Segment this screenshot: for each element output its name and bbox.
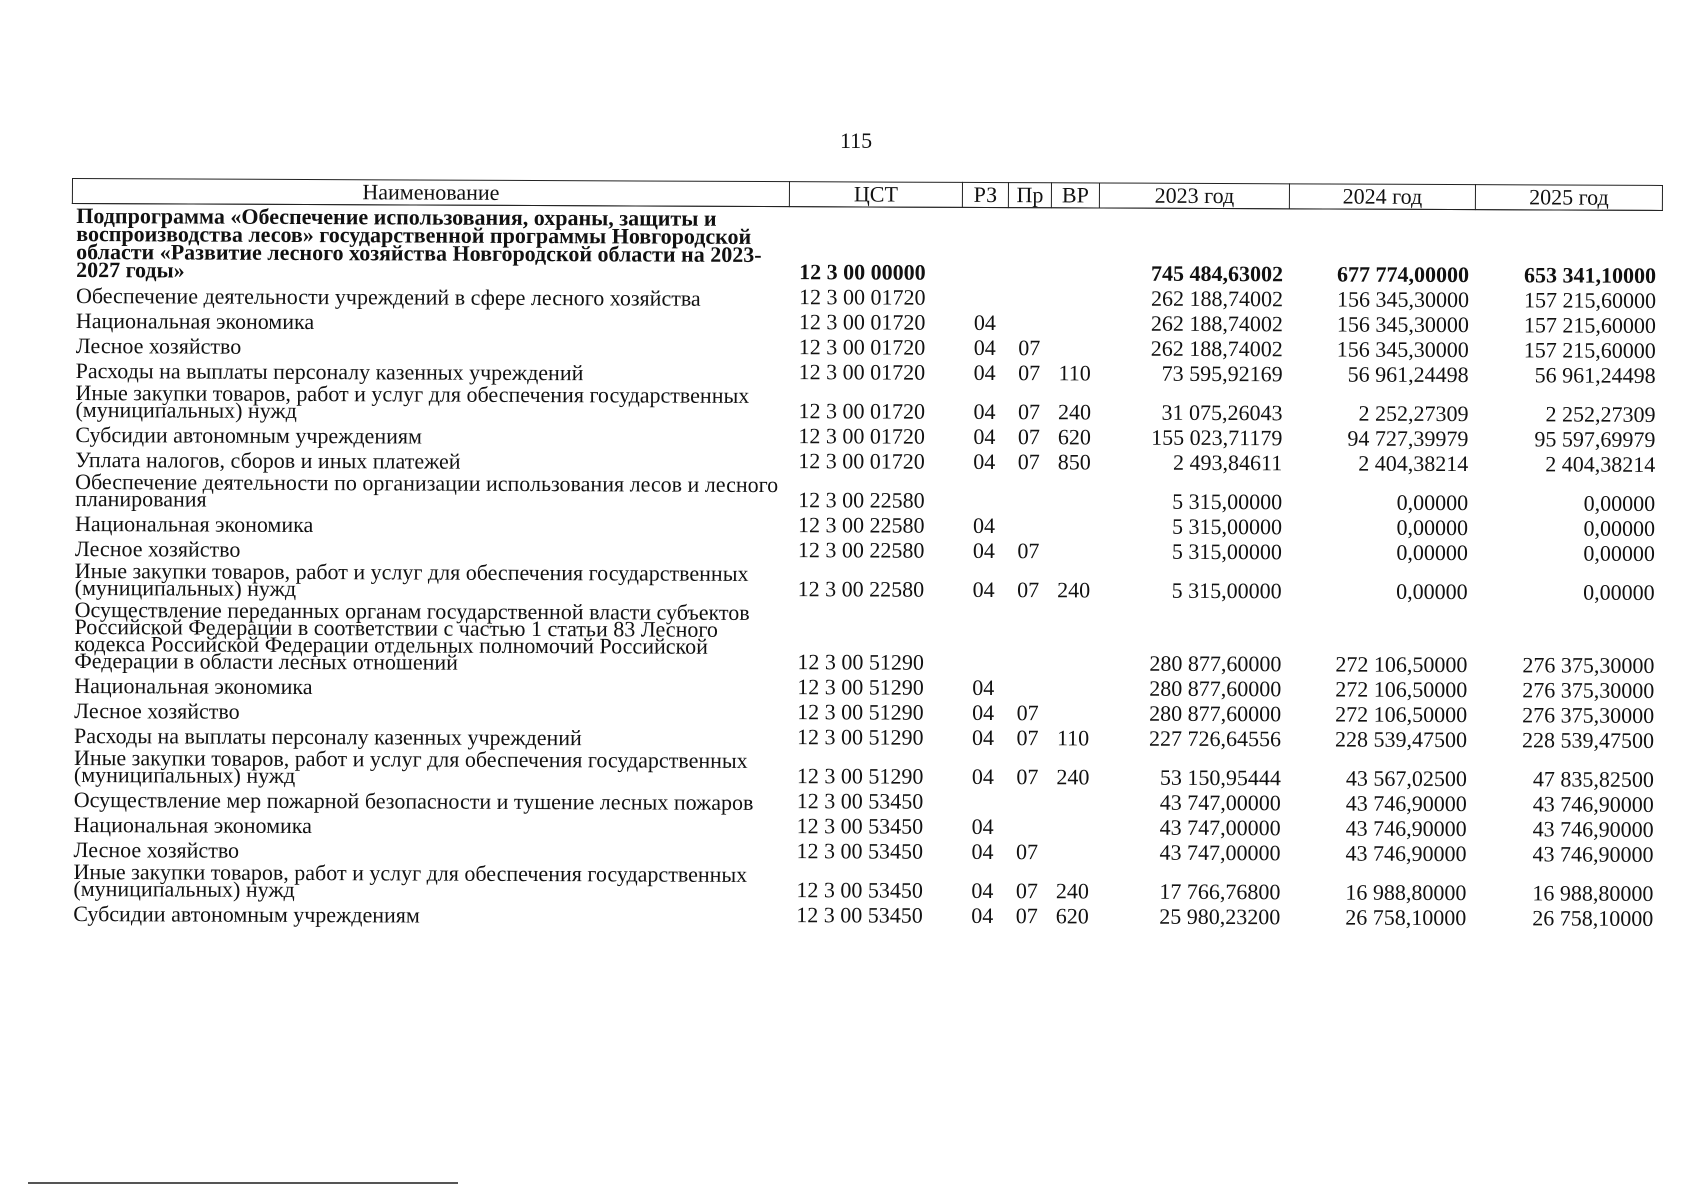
table-body <box>69 204 1662 931</box>
cell-name: Субсидии автономным учреждениям <box>73 901 420 928</box>
cell-y2024: 156 345,30000 <box>1336 311 1469 338</box>
cell-y2023: 745 484,63002 <box>1151 260 1284 287</box>
cell-pr: 07 <box>1016 764 1039 790</box>
header-rz: РЗ <box>962 182 1008 207</box>
cell-cst: 12 3 00 53450 <box>796 877 923 903</box>
cell-rz: 04 <box>973 359 996 386</box>
cell-pr <box>1006 602 1049 675</box>
cell-vr: 620 <box>1057 424 1091 450</box>
cell-y2023: 262 188,74002 <box>1150 335 1283 362</box>
cell-pr: 07 <box>1016 725 1039 751</box>
cell-pr: 07 <box>1017 399 1041 425</box>
cell-vr <box>1051 310 1099 335</box>
cell-cst: 12 3 00 01720 <box>798 309 926 335</box>
cell-y2025: 2 404,38214 <box>1545 451 1656 477</box>
cell-name: Иные закупки товаров, работ и услуг для обеспечения государственных (муниципальных) нужд <box>73 745 748 788</box>
cell-cst: 12 3 00 22580 <box>798 487 925 513</box>
cell-cst: 12 3 00 53450 <box>796 788 924 814</box>
cell-y2024: 26 758,10000 <box>1345 904 1467 931</box>
cell-rz: 04 <box>973 398 996 425</box>
cell-cst: 12 3 00 01720 <box>798 398 926 424</box>
cell-vr: 110 <box>1058 360 1091 386</box>
cell-rz: 04 <box>971 838 994 865</box>
cell-y2025: 2 252,27309 <box>1545 401 1656 427</box>
cell-vr: 240 <box>1055 878 1089 904</box>
cell-rz: 04 <box>973 448 996 475</box>
cell-pr: 07 <box>1018 360 1041 386</box>
cell-y2025: 26 758,10000 <box>1532 905 1654 931</box>
cell-rz <box>960 789 1006 814</box>
header-name: Наименование <box>72 179 789 207</box>
cell-y2023: 53 150,95444 <box>1159 764 1281 791</box>
cell-cst: 12 3 00 01720 <box>798 423 925 449</box>
cell-y2025: 653 341,10000 <box>1524 262 1657 288</box>
cell-vr: 850 <box>1057 449 1091 475</box>
cell-cst: 12 3 00 53450 <box>796 838 924 864</box>
cell-y2023: 262 188,74002 <box>1150 285 1284 312</box>
cell-y2023: 17 766,76800 <box>1159 878 1281 905</box>
cell-cst: 12 3 00 01720 <box>798 448 925 474</box>
cell-y2023: 43 747,00000 <box>1159 789 1281 816</box>
cell-rz: 04 <box>973 334 996 361</box>
cell-y2023: 5 315,00000 <box>1171 513 1283 540</box>
cell-rz: 04 <box>971 763 994 790</box>
header-2025: 2025 год <box>1475 185 1662 211</box>
cell-y2024: 156 345,30000 <box>1336 286 1470 313</box>
cell-y2024: 16 988,80000 <box>1345 879 1467 906</box>
cell-name: Субсидии автономным учреждениям <box>75 422 423 449</box>
cell-pr <box>1008 208 1051 286</box>
cell-rz: 04 <box>972 537 995 564</box>
cell-name: Лесное хозяйство <box>74 698 240 724</box>
cell-y2023: 280 877,60000 <box>1149 650 1282 677</box>
cell-vr <box>1049 602 1097 675</box>
cell-y2025: 43 746,90000 <box>1532 841 1654 867</box>
cell-name: Осуществление переданных органам государственной власти субъектов Российской Федерации в соответствии с частью 1 статьи 83 Лесного кодекса Российской Федерации отдельных полномочий Российской Федерации в области лесных отношений <box>74 597 750 675</box>
cell-y2024: 228 539,47500 <box>1335 726 1468 753</box>
cell-rz <box>961 474 1007 513</box>
header-2024: 2024 год <box>1289 184 1475 210</box>
cell-y2023: 43 747,00000 <box>1159 839 1281 866</box>
cell-y2025: 228 539,47500 <box>1522 727 1655 753</box>
cell-pr <box>1008 285 1051 310</box>
table-row <box>70 746 1660 792</box>
cell-vr: 110 <box>1056 725 1090 751</box>
cell-rz <box>960 602 1006 675</box>
cell-name: Лесное хозяйство <box>75 333 242 359</box>
cell-vr <box>1049 789 1097 814</box>
cell-y2024: 0,00000 <box>1396 539 1468 566</box>
cell-pr: 07 <box>1016 839 1039 865</box>
table-row <box>70 598 1660 678</box>
cell-y2025: 276 375,30000 <box>1522 652 1655 678</box>
cell-y2023: 5 315,00000 <box>1172 488 1283 515</box>
cell-name: Расходы на выплаты персоналу казенных учреждений <box>75 358 584 386</box>
cell-rz: 04 <box>972 576 995 603</box>
cell-rz: 04 <box>971 877 994 904</box>
cell-name: Обеспечение деятельности по организации использования лесов и лесного планирования <box>75 469 779 512</box>
cell-name: Национальная экономика <box>74 673 313 700</box>
cell-cst: 12 3 00 22580 <box>797 512 925 538</box>
cell-y2025: 43 746,90000 <box>1532 791 1654 817</box>
cell-pr: 07 <box>1017 577 1040 603</box>
cell-y2024: 677 774,00000 <box>1337 261 1470 288</box>
cell-name: Обеспечение деятельности учреждений в сфере лесного хозяйства <box>75 283 701 311</box>
cell-y2024: 43 746,90000 <box>1345 790 1467 817</box>
cell-cst: 12 3 00 22580 <box>797 537 925 563</box>
cell-cst: 12 3 00 53450 <box>796 813 924 839</box>
cell-pr: 07 <box>1017 538 1040 564</box>
cell-y2025: 43 746,90000 <box>1532 816 1654 842</box>
cell-y2023: 262 188,74002 <box>1150 310 1283 337</box>
cell-pr <box>1007 513 1050 538</box>
cell-vr <box>1051 285 1099 310</box>
cell-vr: 240 <box>1057 577 1091 603</box>
cell-y2025: 276 375,30000 <box>1522 677 1655 703</box>
cell-pr: 07 <box>1016 700 1039 726</box>
cell-y2025: 157 215,60000 <box>1523 337 1656 363</box>
cell-vr: 240 <box>1056 764 1090 790</box>
cell-y2024: 272 106,50000 <box>1335 651 1468 678</box>
cell-vr <box>1049 675 1097 700</box>
cell-y2023: 25 980,23200 <box>1159 903 1281 930</box>
cell-y2024: 272 106,50000 <box>1335 701 1468 728</box>
cell-y2024: 0,00000 <box>1396 514 1469 541</box>
budget-table <box>69 178 1663 931</box>
cell-cst: 12 3 00 51290 <box>797 724 924 750</box>
cell-y2025: 276 375,30000 <box>1522 702 1655 728</box>
cell-cst: 12 3 00 51290 <box>796 763 924 789</box>
cell-cst: 12 3 00 00000 <box>799 259 926 285</box>
cell-cst: 12 3 00 51290 <box>797 649 924 675</box>
header-pr: Пр <box>1008 183 1051 208</box>
cell-name: Лесное хозяйство <box>73 837 240 863</box>
cell-rz: 04 <box>972 512 996 539</box>
cell-y2025: 157 215,60000 <box>1523 312 1656 338</box>
cell-pr <box>1006 675 1049 700</box>
cell-cst: 12 3 00 01720 <box>798 284 926 310</box>
cell-y2024: 43 746,90000 <box>1345 840 1467 867</box>
header-vr: ВР <box>1051 183 1099 208</box>
cell-rz: 04 <box>972 699 995 726</box>
cell-y2024: 156 345,30000 <box>1336 336 1469 363</box>
cell-cst: 12 3 00 01720 <box>798 334 926 360</box>
footer-rule <box>28 1182 458 1184</box>
cell-rz: 04 <box>971 813 994 840</box>
cell-y2024: 272 106,50000 <box>1335 676 1468 703</box>
cell-cst: 12 3 00 01720 <box>798 359 926 385</box>
cell-vr: 620 <box>1055 903 1089 929</box>
cell-y2024: 2 404,38214 <box>1358 450 1469 477</box>
cell-rz: 04 <box>973 309 996 336</box>
cell-y2025: 0,00000 <box>1583 490 1656 516</box>
cell-name: Национальная экономика <box>75 308 315 335</box>
cell-rz: 04 <box>972 674 995 701</box>
cell-y2023: 43 747,00000 <box>1159 814 1281 841</box>
cell-y2025: 56 961,24498 <box>1534 362 1656 388</box>
cell-y2024: 43 567,02500 <box>1345 765 1467 792</box>
cell-rz <box>962 207 1008 285</box>
cell-name: Иные закупки товаров, работ и услуг для обеспечения государственных (муниципальных) нужд <box>73 859 748 902</box>
cell-y2025: 47 835,82500 <box>1532 766 1654 792</box>
cell-name: Иные закупки товаров, работ и услуг для обеспечения государственных (муниципальных) нужд <box>75 380 750 423</box>
cell-y2023: 73 595,92169 <box>1161 360 1283 387</box>
cell-vr <box>1051 335 1099 360</box>
cell-cst: 12 3 00 53450 <box>796 902 923 928</box>
cell-y2024: 94 727,39979 <box>1347 425 1469 452</box>
header-cst: ЦСТ <box>789 182 962 208</box>
cell-y2025: 95 597,69979 <box>1534 426 1656 452</box>
cell-y2025: 0,00000 <box>1583 540 1655 566</box>
cell-rz: 04 <box>972 724 995 751</box>
table-row <box>71 470 1661 516</box>
cell-name: Лесное хозяйство <box>74 536 241 562</box>
cell-y2025: 0,00000 <box>1583 579 1655 605</box>
cell-pr: 07 <box>1015 878 1038 904</box>
cell-y2024: 43 746,90000 <box>1345 815 1467 842</box>
cell-pr: 07 <box>1018 335 1041 361</box>
cell-vr <box>1049 814 1097 839</box>
page-number: 115 <box>840 128 873 153</box>
cell-vr <box>1049 700 1097 725</box>
cell-pr: 07 <box>1017 449 1040 475</box>
cell-cst: 12 3 00 51290 <box>797 674 924 700</box>
cell-name: Расходы на выплаты персоналу казенных учреждений <box>74 723 582 751</box>
cell-y2023: 227 726,64556 <box>1149 725 1282 752</box>
cell-name: Подпрограмма «Обеспечение использования, охраны, защиты и воспроизводства лесов» государственной программы Новгородской области «Развитие лесного хозяйства Новгородской области на 2023-2027 годы» <box>76 203 762 283</box>
cell-name: Иные закупки товаров, работ и услуг для обеспечения государственных (муниципальных) нужд <box>74 558 749 601</box>
cell-y2024: 0,00000 <box>1396 489 1469 516</box>
cell-y2024: 0,00000 <box>1396 578 1468 605</box>
cell-rz: 04 <box>971 902 994 929</box>
header-2023: 2023 год <box>1099 183 1289 209</box>
cell-name: Национальная экономика <box>74 511 314 538</box>
cell-y2024: 56 961,24498 <box>1347 361 1469 388</box>
cell-cst: 12 3 00 51290 <box>797 699 924 725</box>
cell-cst: 12 3 00 22580 <box>797 576 925 602</box>
cell-name: Осуществление мер пожарной безопасности и тушение лесных пожаров <box>73 787 754 815</box>
cell-y2025: 157 215,60000 <box>1523 287 1657 313</box>
cell-y2023: 2 493,84611 <box>1173 449 1283 476</box>
cell-y2025: 16 988,80000 <box>1532 880 1654 906</box>
cell-y2023: 155 023,71179 <box>1151 424 1283 451</box>
cell-vr <box>1050 513 1098 538</box>
table-row <box>72 204 1662 288</box>
cell-name: Национальная экономика <box>73 812 313 839</box>
cell-y2023: 5 315,00000 <box>1171 538 1282 565</box>
cell-vr <box>1049 839 1097 864</box>
cell-pr <box>1006 789 1049 814</box>
cell-rz <box>962 285 1008 310</box>
cell-y2023: 280 877,60000 <box>1149 700 1282 727</box>
cell-pr: 07 <box>1017 424 1040 450</box>
cell-vr: 240 <box>1057 399 1092 425</box>
table-row <box>69 860 1659 906</box>
cell-vr <box>1050 538 1098 563</box>
cell-pr <box>1007 474 1050 513</box>
cell-pr <box>1008 310 1051 335</box>
cell-pr: 07 <box>1015 903 1038 929</box>
cell-vr <box>1051 208 1099 286</box>
cell-y2024: 2 252,27309 <box>1358 400 1469 427</box>
cell-y2025: 0,00000 <box>1583 515 1656 541</box>
cell-y2023: 31 075,26043 <box>1161 399 1283 426</box>
cell-vr <box>1050 474 1098 513</box>
cell-pr <box>1006 814 1049 839</box>
cell-y2023: 280 877,60000 <box>1149 675 1282 702</box>
cell-name: Уплата налогов, сборов и иных платежей <box>75 447 461 474</box>
cell-rz: 04 <box>973 423 996 450</box>
cell-y2023: 5 315,00000 <box>1171 577 1282 604</box>
